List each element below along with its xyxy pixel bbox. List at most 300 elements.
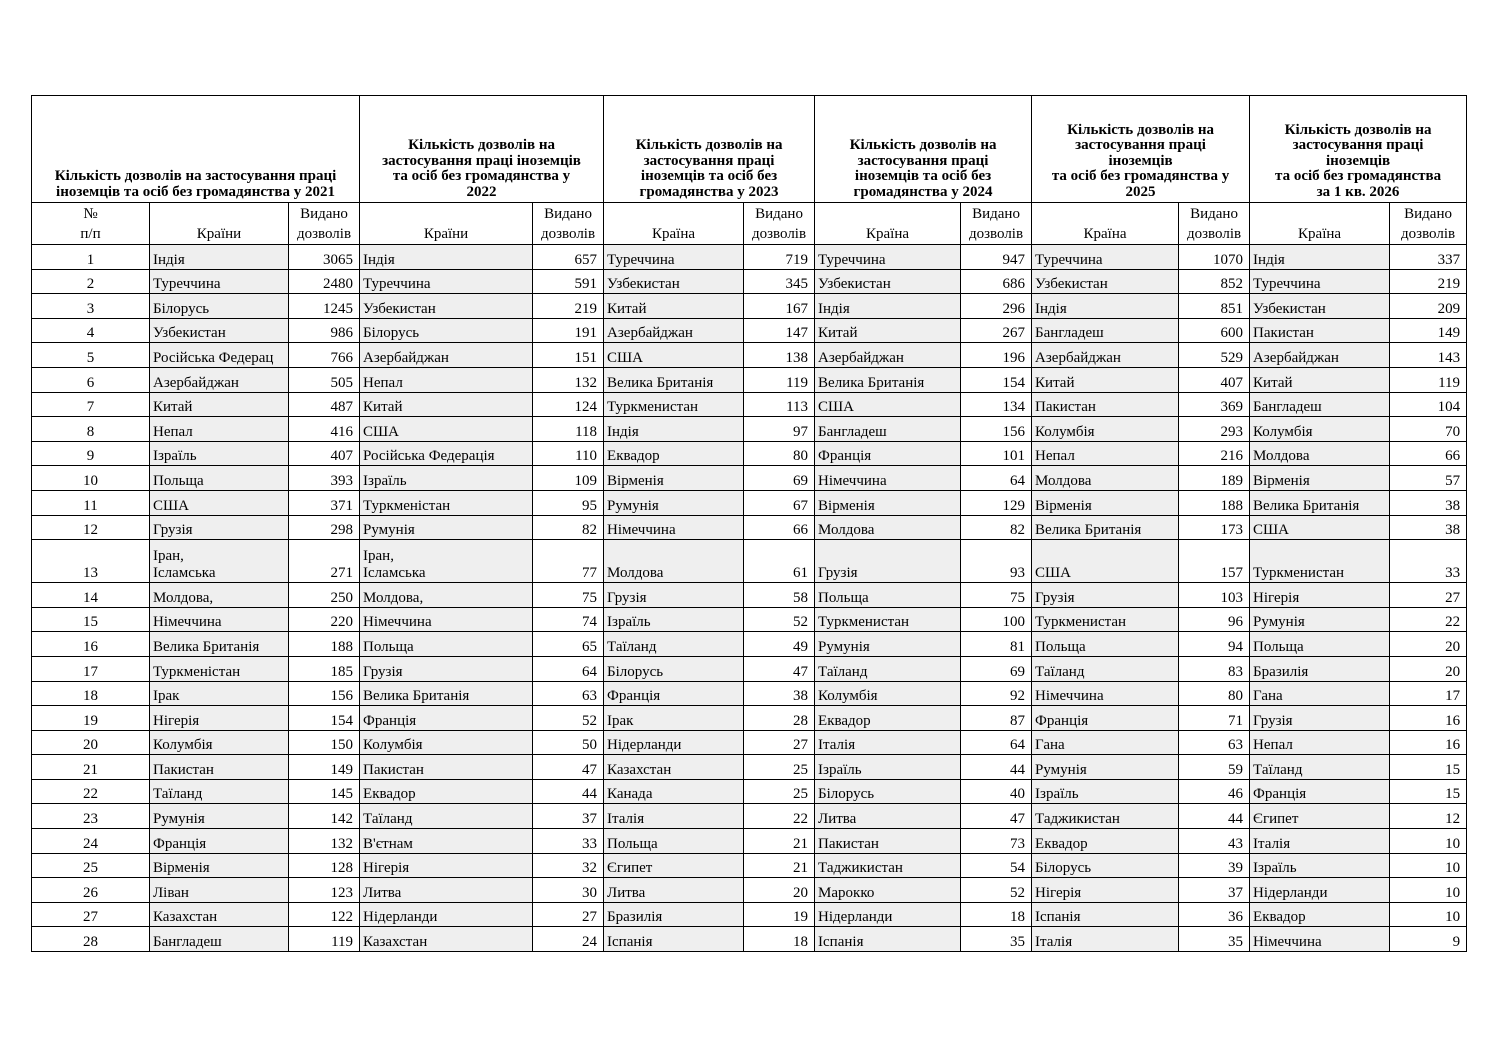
country-cell: Таджикистан [1032,804,1179,829]
country-cell: Колумбія [1250,417,1390,442]
permits-count-cell: 38 [744,681,815,706]
permits-count-cell: 104 [1390,392,1467,417]
permits-count-cell: 38 [1390,515,1467,540]
issued-column-header: Видано дозволів [961,203,1032,245]
permits-count-cell: 124 [533,392,604,417]
country-cell: Непал [1032,441,1179,466]
permits-count-cell: 39 [1179,853,1250,878]
permits-count-cell: 19 [744,902,815,927]
row-number: 8 [32,417,150,442]
permits-count-cell: 267 [961,318,1032,343]
table-row [32,294,1467,319]
country-cell: Пакистан [150,755,289,780]
permits-count-cell: 188 [1179,490,1250,515]
country-cell: Еквадор [604,441,744,466]
permits-count-cell: 10 [1390,902,1467,927]
country-cell: Польща [360,632,533,657]
country-cell: Бразилія [604,902,744,927]
permits-count-cell: 49 [744,632,815,657]
table-row [32,540,1467,583]
permits-count-cell: 10 [1390,829,1467,854]
country-cell: Вірменія [1250,466,1390,491]
country-cell: Таїланд [150,779,289,804]
permits-count-cell: 70 [1390,417,1467,442]
permits-count-cell: 54 [961,853,1032,878]
permits-count-cell: 686 [961,269,1032,294]
country-cell: Бангладеш [1032,318,1179,343]
row-number: 24 [32,829,150,854]
issued-column-header: Видано дозволів [533,203,604,245]
row-number: 15 [32,607,150,632]
permits-count-cell: 119 [289,927,360,952]
permits-count-cell: 52 [961,878,1032,903]
permits-count-cell: 947 [961,245,1032,270]
permits-count-cell: 719 [744,245,815,270]
permits-count-cell: 22 [744,804,815,829]
country-cell: Китай [604,294,744,319]
table-row [32,490,1467,515]
permits-count-cell: 33 [533,829,604,854]
country-cell: Таїланд [815,656,961,681]
country-cell: Узбекистан [604,269,744,294]
country-cell: Таїланд [360,804,533,829]
permits-count-cell: 271 [289,540,360,583]
permits-count-cell: 529 [1179,343,1250,368]
table-row [32,318,1467,343]
table-row [32,681,1467,706]
country-cell: Німеччина [815,466,961,491]
permits-count-cell: 96 [1179,607,1250,632]
country-cell: Велика Британія [1250,490,1390,515]
country-cell: Грузія [1032,583,1179,608]
permits-count-cell: 196 [961,343,1032,368]
country-cell: Велика Британія [604,367,744,392]
permits-count-cell: 44 [1179,804,1250,829]
country-cell: Канада [604,779,744,804]
row-number: 3 [32,294,150,319]
permits-count-cell: 369 [1179,392,1250,417]
row-number: 27 [32,902,150,927]
permits-count-cell: 134 [961,392,1032,417]
countries-column-header: Країни [360,203,533,245]
row-number: 5 [32,343,150,368]
permits-count-cell: 43 [1179,829,1250,854]
country-cell: Німеччина [360,607,533,632]
countries-column-header: Країни [150,203,289,245]
country-cell: Азербайджан [360,343,533,368]
country-cell: Румунія [604,490,744,515]
country-cell: Туреччина [1032,245,1179,270]
permits-count-cell: 173 [1179,515,1250,540]
permits-count-cell: 15 [1390,755,1467,780]
country-cell: Бангладеш [150,927,289,952]
country-cell: Бангладеш [815,417,961,442]
permits-count-cell: 18 [744,927,815,952]
permits-count-cell: 59 [1179,755,1250,780]
permits-count-cell: 46 [1179,779,1250,804]
row-number: 16 [32,632,150,657]
permits-count-cell: 293 [1179,417,1250,442]
issued-column-header: Видано дозволів [1179,203,1250,245]
permits-count-cell: 15 [1390,779,1467,804]
permits-count-cell: 20 [744,878,815,903]
country-cell: Російська Федерація [360,441,533,466]
table-row [32,515,1467,540]
country-cell: Китай [1032,367,1179,392]
country-cell: Грузія [1250,706,1390,731]
permits-count-cell: 371 [289,490,360,515]
table-row [32,632,1467,657]
country-cell: Азербайджан [604,318,744,343]
permits-count-cell: 83 [1179,656,1250,681]
permits-count-cell: 189 [1179,466,1250,491]
country-cell: Румунія [815,632,961,657]
permits-count-cell: 81 [961,632,1032,657]
table-row [32,269,1467,294]
permits-count-cell: 119 [1390,367,1467,392]
permits-count-cell: 2480 [289,269,360,294]
country-cell: Вірменія [1032,490,1179,515]
permits-count-cell: 103 [1179,583,1250,608]
country-cell: Вірменія [815,490,961,515]
country-cell: Нідерланди [604,730,744,755]
permits-count-cell: 219 [1390,269,1467,294]
permits-count-cell: 122 [289,902,360,927]
permits-count-cell: 52 [744,607,815,632]
country-column-header: Країна [1250,203,1390,245]
country-cell: Румунія [150,804,289,829]
country-cell: Гана [1032,730,1179,755]
country-cell: Таїланд [604,632,744,657]
issued-column-header: Видано дозволів [744,203,815,245]
permits-count-cell: 109 [533,466,604,491]
row-number: 28 [32,927,150,952]
permits-count-cell: 12 [1390,804,1467,829]
permits-count-cell: 600 [1179,318,1250,343]
country-cell: Польща [815,583,961,608]
country-cell: Еквадор [1250,902,1390,927]
country-cell: Еквадор [1032,829,1179,854]
year-header-2024: Кількість дозволів на застосування праці іноземців та осіб без громадянства у 2024 [815,96,1032,203]
permits-count-cell: 407 [1179,367,1250,392]
country-cell: Литва [604,878,744,903]
permits-count-cell: 63 [533,681,604,706]
permits-count-cell: 1070 [1179,245,1250,270]
permits-count-cell: 296 [961,294,1032,319]
country-cell: Нідерланди [1250,878,1390,903]
country-cell: Індія [1250,245,1390,270]
permits-count-cell: 150 [289,730,360,755]
country-cell: Індія [360,245,533,270]
table-row [32,755,1467,780]
row-number: 13 [32,540,150,583]
permits-count-cell: 113 [744,392,815,417]
permits-count-cell: 69 [744,466,815,491]
country-cell: Вірменія [150,853,289,878]
permits-count-cell: 132 [289,829,360,854]
permits-count-cell: 20 [1390,632,1467,657]
country-cell: Туркменистан [1032,607,1179,632]
row-number: 11 [32,490,150,515]
permits-count-cell: 9 [1390,927,1467,952]
country-cell: Білорусь [604,656,744,681]
country-cell: Нігерія [360,853,533,878]
country-cell: Еквадор [360,779,533,804]
row-number: 17 [32,656,150,681]
country-cell: Туркменистан [815,607,961,632]
country-column-header: Країна [604,203,744,245]
row-number: 22 [32,779,150,804]
permits-count-cell: 185 [289,656,360,681]
country-cell: Китай [150,392,289,417]
country-cell: Молдова [1250,441,1390,466]
country-cell: Туркменістан [360,490,533,515]
permits-count-cell: 80 [744,441,815,466]
country-cell: Грузія [604,583,744,608]
country-cell: Туреччина [150,269,289,294]
permits-count-cell: 57 [1390,466,1467,491]
country-cell: США [360,417,533,442]
permits-count-cell: 64 [961,730,1032,755]
permits-count-cell: 167 [744,294,815,319]
permits-count-cell: 82 [533,515,604,540]
permits-count-cell: 123 [289,878,360,903]
country-cell: Російська Федерац [150,343,289,368]
permits-count-cell: 852 [1179,269,1250,294]
permits-count-cell: 47 [961,804,1032,829]
table-row [32,829,1467,854]
row-number: 18 [32,681,150,706]
permits-count-cell: 58 [744,583,815,608]
permits-count-cell: 119 [744,367,815,392]
table-row [32,417,1467,442]
country-cell: Німеччина [150,607,289,632]
country-cell: Іспанія [815,927,961,952]
permits-count-cell: 61 [744,540,815,583]
permits-count-cell: 75 [961,583,1032,608]
table-row [32,878,1467,903]
country-cell: Пакистан [815,829,961,854]
permits-count-cell: 16 [1390,730,1467,755]
row-number: 21 [32,755,150,780]
country-cell: Італія [1032,927,1179,952]
country-cell: Нігерія [1250,583,1390,608]
permits-count-cell: 128 [289,853,360,878]
country-cell: Бразилія [1250,656,1390,681]
permits-count-cell: 24 [533,927,604,952]
country-cell: Узбекистан [1250,294,1390,319]
permits-count-cell: 27 [1390,583,1467,608]
country-cell: США [815,392,961,417]
country-cell: Італія [604,804,744,829]
permits-count-cell: 1245 [289,294,360,319]
country-cell: Франція [604,681,744,706]
permits-count-cell: 250 [289,583,360,608]
permits-count-cell: 505 [289,367,360,392]
permits-count-cell: 63 [1179,730,1250,755]
table-row [32,343,1467,368]
permits-count-cell: 28 [744,706,815,731]
country-cell: Узбекистан [815,269,961,294]
country-cell: Колумбія [150,730,289,755]
row-number: 25 [32,853,150,878]
country-cell: Румунія [1032,755,1179,780]
permits-count-cell: 52 [533,706,604,731]
permits-count-cell: 27 [533,902,604,927]
country-cell: Нігерія [150,706,289,731]
permits-count-cell: 10 [1390,853,1467,878]
country-cell: Нідерланди [815,902,961,927]
country-cell: Німеччина [1032,681,1179,706]
issued-column-header: Видано дозволів [289,203,360,245]
row-number: 4 [32,318,150,343]
country-cell: Таїланд [1250,755,1390,780]
country-cell: Пакистан [1032,392,1179,417]
table-row [32,706,1467,731]
row-number: 10 [32,466,150,491]
permits-count-cell: 22 [1390,607,1467,632]
permits-count-cell: 87 [961,706,1032,731]
country-cell: Туреччина [604,245,744,270]
country-cell: Молдова [815,515,961,540]
permits-count-cell: 35 [961,927,1032,952]
permits-count-cell: 64 [533,656,604,681]
permits-count-cell: 147 [744,318,815,343]
table-row [32,607,1467,632]
country-cell: Велика Британія [360,681,533,706]
country-cell: Єгипет [604,853,744,878]
permits-count-cell: 156 [289,681,360,706]
country-cell: Туреччина [1250,269,1390,294]
permits-count-cell: 92 [961,681,1032,706]
row-number: 2 [32,269,150,294]
country-cell: Білорусь [815,779,961,804]
country-cell: Іспанія [604,927,744,952]
permits-count-cell: 27 [744,730,815,755]
permits-count-cell: 74 [533,607,604,632]
country-cell: Пакистан [1250,318,1390,343]
permits-count-cell: 145 [289,779,360,804]
table-row [32,804,1467,829]
year-header-2023: Кількість дозволів на застосування праці іноземців та осіб без громадянства у 2023 [604,96,815,203]
country-column-header: Країна [1032,203,1179,245]
country-cell: Грузія [360,656,533,681]
permits-count-cell: 37 [1179,878,1250,903]
country-cell: Велика Британія [1032,515,1179,540]
permits-count-cell: 191 [533,318,604,343]
permits-count-cell: 132 [533,367,604,392]
table-row [32,392,1467,417]
country-cell: Ізраїль [360,466,533,491]
country-cell: В'єтнам [360,829,533,854]
permits-count-cell: 65 [533,632,604,657]
country-cell: Колумбія [360,730,533,755]
permits-count-cell: 21 [744,853,815,878]
country-cell: Грузія [150,515,289,540]
country-cell: Марокко [815,878,961,903]
permits-count-cell: 138 [744,343,815,368]
permits-count-cell: 25 [744,779,815,804]
country-cell: Франція [150,829,289,854]
country-cell: Велика Британія [150,632,289,657]
row-number: 14 [32,583,150,608]
country-cell: Франція [815,441,961,466]
country-cell: Білорусь [360,318,533,343]
permits-count-cell: 50 [533,730,604,755]
country-cell: Колумбія [1032,417,1179,442]
permits-count-cell: 220 [289,607,360,632]
permits-count-cell: 21 [744,829,815,854]
country-cell: Ізраїль [815,755,961,780]
permits-count-cell: 149 [1390,318,1467,343]
table-row [32,583,1467,608]
country-cell: Непал [360,367,533,392]
permits-count-cell: 157 [1179,540,1250,583]
permits-table-body [32,245,1467,952]
permits-count-cell: 75 [533,583,604,608]
permits-count-cell: 35 [1179,927,1250,952]
country-cell: США [1250,515,1390,540]
permits-count-cell: 36 [1179,902,1250,927]
country-cell: Ізраїль [150,441,289,466]
country-cell: Франція [360,706,533,731]
permits-count-cell: 209 [1390,294,1467,319]
table-row [32,367,1467,392]
country-cell: Польща [1250,632,1390,657]
permits-count-cell: 16 [1390,706,1467,731]
country-cell: Туреччина [360,269,533,294]
permits-count-cell: 38 [1390,490,1467,515]
country-cell: Індія [815,294,961,319]
country-cell: Узбекистан [150,318,289,343]
country-cell: Колумбія [815,681,961,706]
country-cell: Польща [150,466,289,491]
country-cell: Польща [1032,632,1179,657]
permits-count-cell: 66 [1390,441,1467,466]
country-cell: Китай [360,392,533,417]
permits-count-cell: 44 [533,779,604,804]
issued-column-header: Видано дозволів [1390,203,1467,245]
permits-count-cell: 188 [289,632,360,657]
permits-count-cell: 219 [533,294,604,319]
country-cell: Ірак [150,681,289,706]
country-cell: Єгипет [1250,804,1390,829]
country-cell: Індія [150,245,289,270]
country-cell: Франція [1250,779,1390,804]
row-number: 1 [32,245,150,270]
country-cell: Таджикистан [815,853,961,878]
permits-count-cell: 77 [533,540,604,583]
country-cell: Вірменія [604,466,744,491]
year-header-2026-q1: Кількість дозволів на застосування праці іноземців та осіб без громадянства за 1 кв. 2026 [1250,96,1467,203]
country-cell: Азербайджан [1032,343,1179,368]
country-cell: Бангладеш [1250,392,1390,417]
permits-count-cell: 25 [744,755,815,780]
country-cell: Ірак [604,706,744,731]
country-cell: Таїланд [1032,656,1179,681]
permits-count-cell: 129 [961,490,1032,515]
country-cell: Ізраїль [604,607,744,632]
country-cell: США [1032,540,1179,583]
permits-count-cell: 10 [1390,878,1467,903]
country-cell: Азербайджан [150,367,289,392]
country-cell: Іран, Ісламська [150,540,289,583]
country-cell: Іран, Ісламська [360,540,533,583]
permits-count-cell: 3065 [289,245,360,270]
permits-count-cell: 143 [1390,343,1467,368]
permits-count-cell: 101 [961,441,1032,466]
country-cell: Узбекистан [1032,269,1179,294]
